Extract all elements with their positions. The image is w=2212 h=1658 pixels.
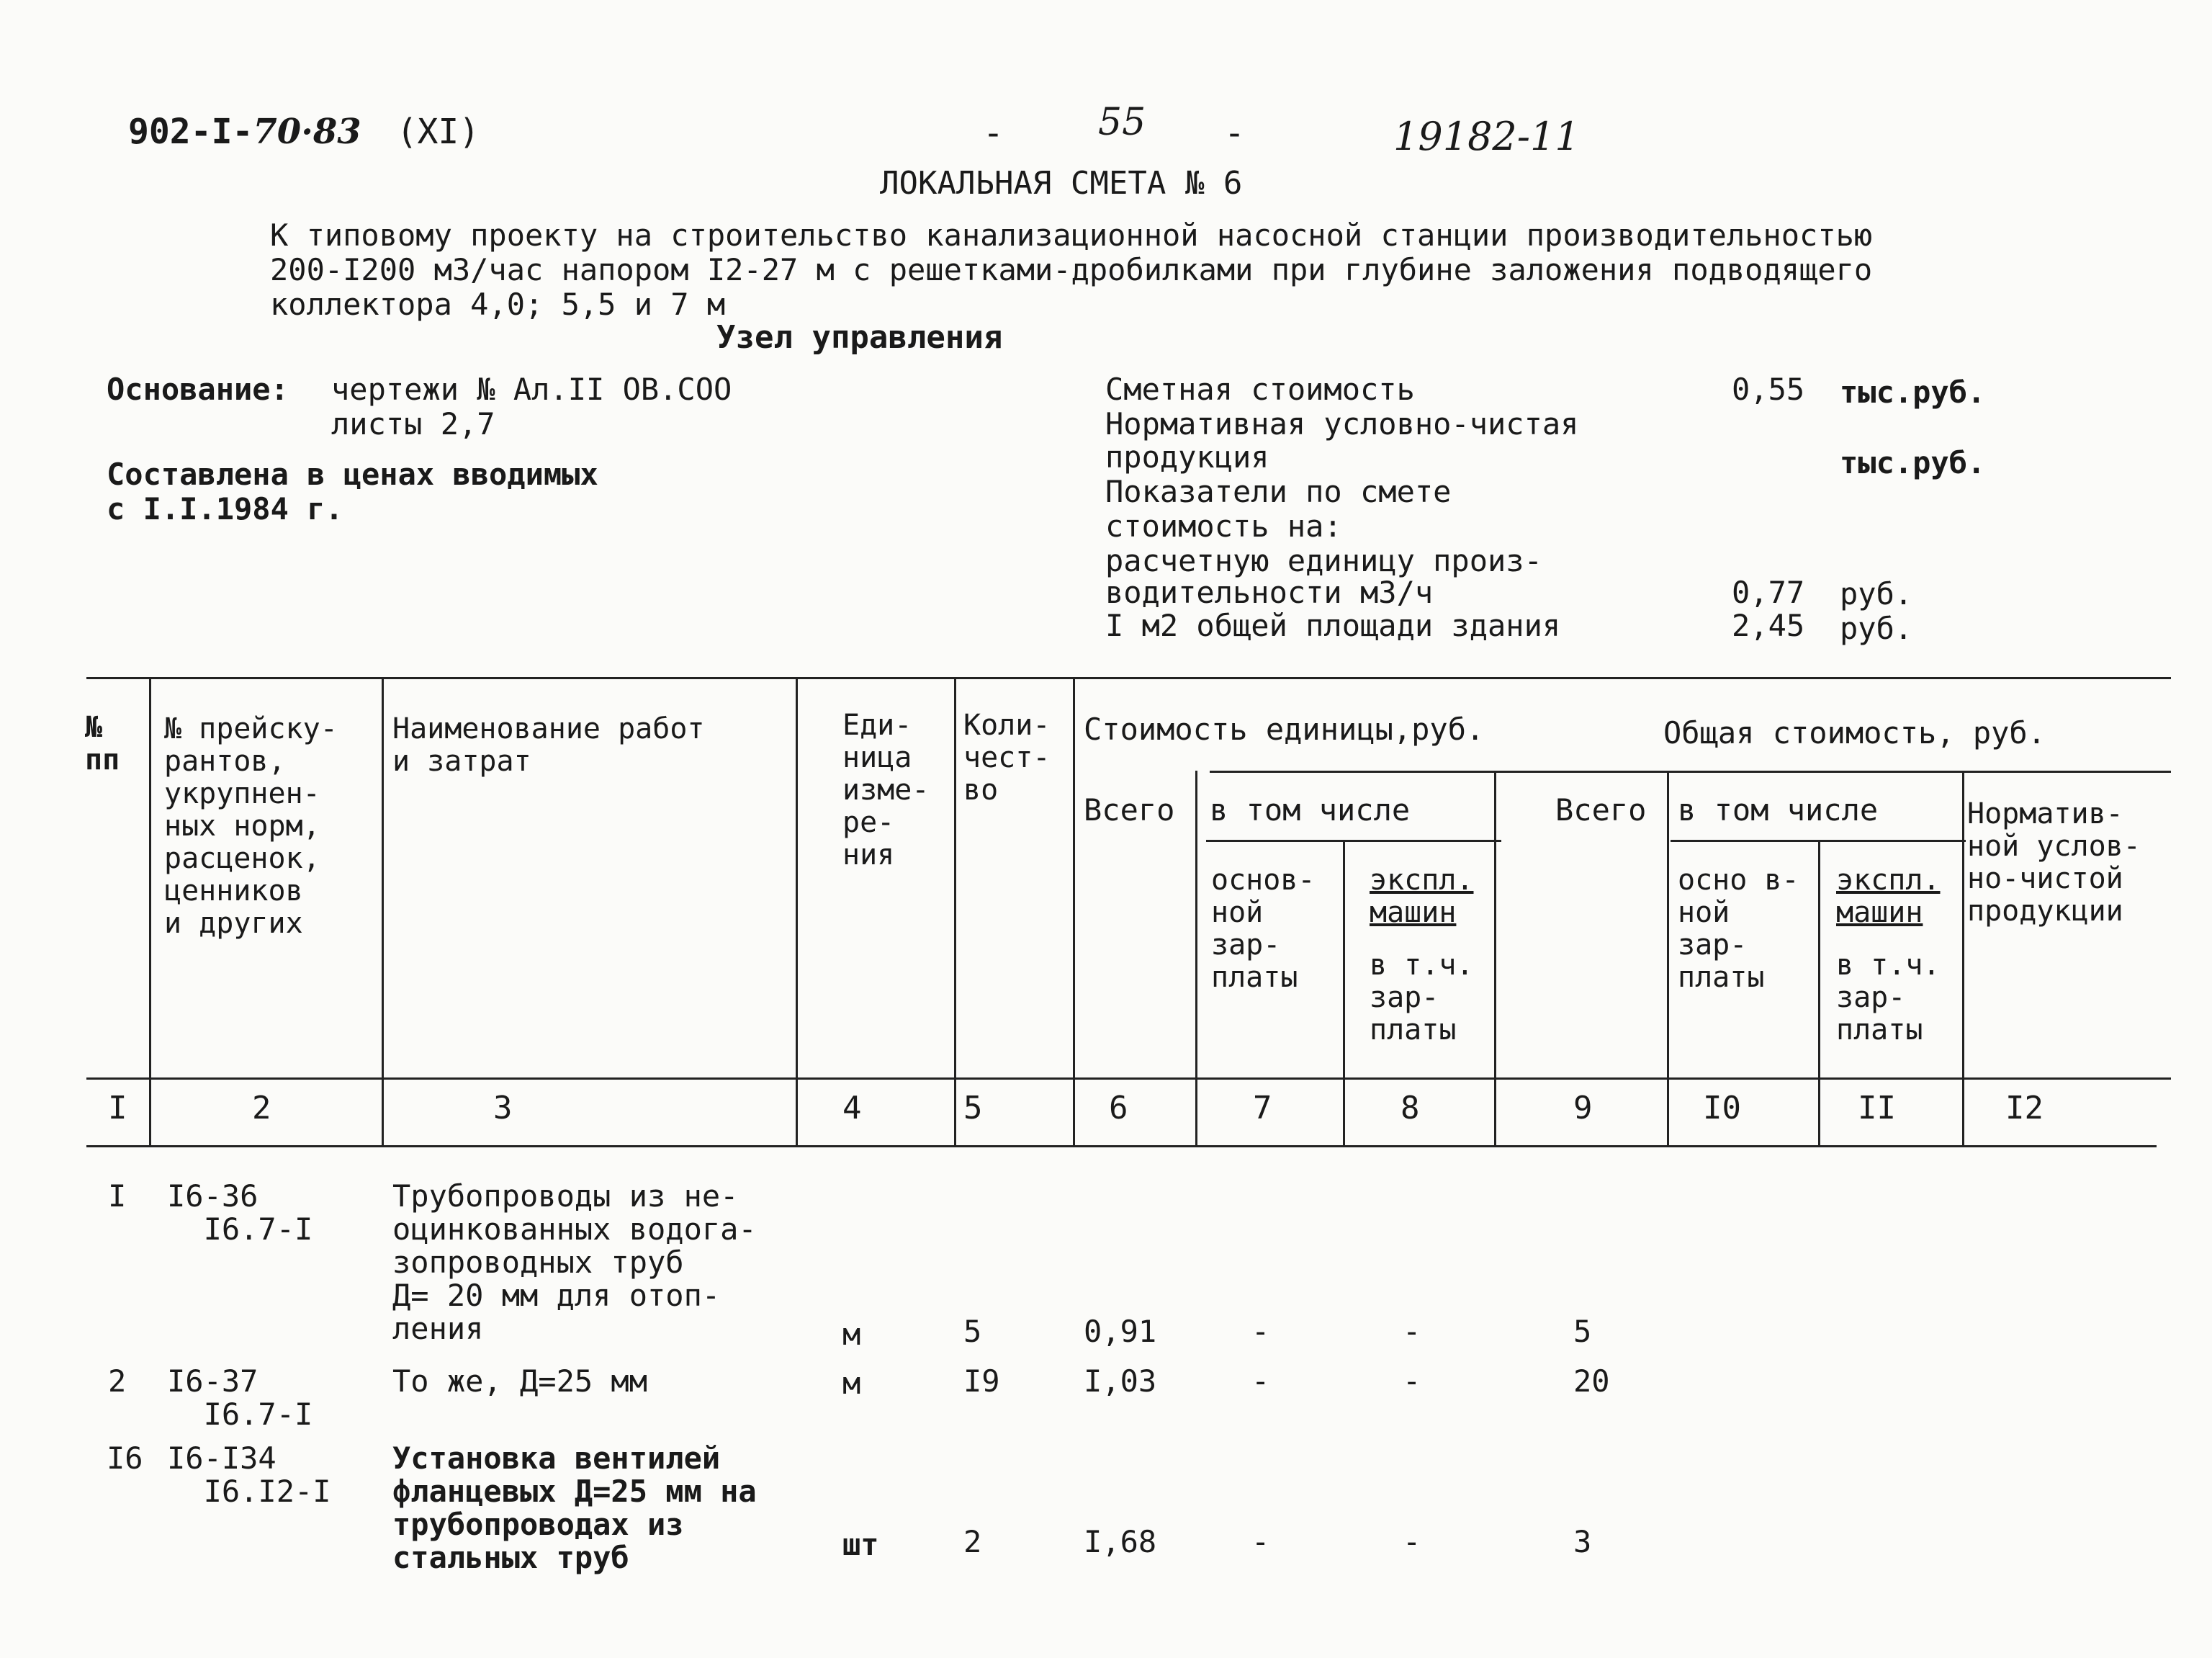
page-dash-right: - <box>1224 113 1245 153</box>
header-col-5: Коли- чест- во <box>963 709 1051 807</box>
row-unit-machines: - <box>1403 1363 1421 1399</box>
per-area-unit: руб. <box>1840 611 1913 646</box>
row-unit-total: I,68 <box>1084 1524 1157 1559</box>
row-num: I6 <box>107 1440 143 1476</box>
col-divider-3 <box>796 677 798 1145</box>
header-total-incl: в том числе <box>1678 792 1879 828</box>
row-qty: 5 <box>963 1314 982 1349</box>
header-total-cost: Общая стоимость, руб. <box>1663 715 2046 750</box>
row-unit-total: 0,91 <box>1084 1314 1157 1349</box>
per-unit-unit: руб. <box>1840 576 1913 611</box>
basis-sheets: листы 2,7 <box>331 406 495 442</box>
per-unit-value: 0,77 <box>1732 575 1805 610</box>
header-unit-incl-wage: в т.ч. зар- платы <box>1370 949 1474 1047</box>
row-unit: м <box>842 1317 861 1352</box>
col-divider-11 <box>1962 771 1964 1145</box>
basis-drawings: чертежи № Ал.II ОВ.СОО <box>331 372 732 407</box>
header-unit-machines: экспл. машин <box>1370 864 1474 929</box>
per-area-value: 2,45 <box>1732 608 1805 643</box>
row-total: 20 <box>1573 1363 1610 1399</box>
col-divider-8 <box>1494 771 1496 1145</box>
per-unit-label-1: расчетную единицу произ- <box>1105 543 1542 578</box>
row-unit-wage: - <box>1251 1314 1270 1349</box>
table-top-rule <box>86 677 2171 679</box>
row-unit: м <box>842 1366 861 1401</box>
per-area-label: I м2 общей площади здания <box>1105 608 1561 643</box>
project-code <box>128 114 480 150</box>
header-rule-cost-groups <box>1210 771 2171 773</box>
col-divider-6 <box>1195 771 1197 1145</box>
row-num: I <box>108 1178 127 1214</box>
basis-label: Основание: <box>107 372 289 407</box>
row-qty: 2 <box>963 1524 982 1559</box>
col-divider-1 <box>149 677 151 1145</box>
col-divider-10 <box>1818 840 1820 1145</box>
normative-label-1: Нормативная условно-чистая <box>1105 406 1579 442</box>
header-bottom-rule <box>86 1077 2171 1080</box>
header-total-machines: экспл. машин <box>1836 864 1941 929</box>
normative-label-2: продукция <box>1105 439 1269 475</box>
column-number-10: I0 <box>1703 1090 1741 1126</box>
col-divider-9 <box>1667 771 1669 1145</box>
header-normative: Норматив- ной услов- но-чистой продукции <box>1967 797 2141 928</box>
row-unit: шт <box>842 1527 879 1562</box>
header-total-incl-wage: в т.ч. зар- платы <box>1836 949 1941 1047</box>
header-total-total: Всего <box>1555 792 1647 828</box>
header-total-basic-wage: осно в- ной зар- платы <box>1678 864 1799 994</box>
description-line-3: коллектора 4,0; 5,5 и 7 м <box>270 287 726 322</box>
page-dash-left: - <box>983 113 1004 153</box>
header-unit-basic-wage: основ- ной зар- платы <box>1211 864 1316 994</box>
header-unit-cost: Стоимость единицы,руб. <box>1084 712 1485 747</box>
column-number-3: 3 <box>493 1090 513 1126</box>
row-name: То же, Д=25 мм <box>392 1363 648 1399</box>
row-total: 5 <box>1573 1314 1592 1349</box>
row-code: I6-37 I6.7-I <box>167 1363 313 1432</box>
indicators-label-1: Показатели по смете <box>1105 474 1452 509</box>
estimated-cost-value: 0,55 <box>1732 372 1805 407</box>
column-number-12: I2 <box>2005 1090 2044 1126</box>
header-col-2: № прейску- рантов, укрупнен- ных норм, расценок, ценников и других <box>164 712 338 940</box>
header-col-1: № пп <box>85 711 120 776</box>
row-qty: I9 <box>963 1363 1000 1399</box>
per-unit-label-2: водительности м3/ч <box>1105 575 1434 610</box>
normative-unit: тыс.руб. <box>1840 445 1986 480</box>
project-code-prefix: 902-I- <box>128 112 253 152</box>
column-number-5: 5 <box>963 1090 983 1126</box>
column-number-11: II <box>1858 1090 1896 1126</box>
column-numbers-rule <box>86 1145 2157 1147</box>
project-code-suffix: (XI) <box>396 112 480 152</box>
row-name: Трубопроводы из не- оцинкованных водога- зопроводных труб Д= 20 мм для отоп- ления <box>392 1178 757 1346</box>
col-divider-5 <box>1073 677 1075 1145</box>
col-divider-4 <box>954 677 956 1145</box>
estimated-cost-unit: тыс.руб. <box>1840 375 1986 410</box>
column-number-9: 9 <box>1573 1090 1593 1126</box>
header-unit-incl: в том числе <box>1210 792 1411 828</box>
row-unit-machines: - <box>1403 1314 1421 1349</box>
col-divider-2 <box>382 677 384 1145</box>
column-number-6: 6 <box>1109 1090 1128 1126</box>
column-number-8: 8 <box>1401 1090 1420 1126</box>
row-unit-wage: - <box>1251 1363 1270 1399</box>
column-number-1: I <box>108 1090 127 1126</box>
header-unit-total: Всего <box>1084 792 1175 828</box>
prices-line-1: Составлена в ценах вводимых <box>107 457 598 492</box>
document-title: ЛОКАЛЬНАЯ СМЕТА № 6 <box>880 165 1243 202</box>
row-name: Установка вентилей фланцевых Д=25 мм на трубопроводах из стальных труб <box>392 1440 757 1575</box>
column-number-4: 4 <box>842 1090 862 1126</box>
row-num: 2 <box>108 1363 127 1399</box>
column-number-2: 2 <box>252 1090 271 1126</box>
indicators-label-2: стоимость на: <box>1105 508 1342 544</box>
header-col-3: Наименование работ и затрат <box>392 712 705 778</box>
estimated-cost-label: Сметная стоимость <box>1105 372 1415 407</box>
row-code: I6-36 I6.7-I <box>167 1178 313 1247</box>
row-unit-machines: - <box>1403 1524 1421 1559</box>
column-number-7: 7 <box>1253 1090 1272 1126</box>
row-unit-total: I,03 <box>1084 1363 1157 1399</box>
row-unit-wage: - <box>1251 1524 1270 1559</box>
description-line-1: К типовому проекту на строительство канализационной насосной станции производительностью <box>270 218 1873 253</box>
description-line-2: 200-I200 м3/час напором I2-27 м с решетками-дробилками при глубине заложения подводящего <box>270 252 1873 287</box>
subject-title: Узел управления <box>716 319 1003 356</box>
header-col-4: Еди- ница изме- ре- ния <box>842 709 930 871</box>
row-code: I6-I34 I6.I2-I <box>167 1440 331 1509</box>
inventory-number: 19182-11 <box>1393 114 1580 159</box>
header-rule-incl-1 <box>1206 840 1501 842</box>
col-divider-7 <box>1343 840 1345 1145</box>
page-number: 55 <box>1098 101 1146 144</box>
project-code-handwritten: 70·83 <box>253 112 361 152</box>
prices-line-2: с I.I.1984 г. <box>107 491 343 526</box>
row-total: 3 <box>1573 1524 1592 1559</box>
